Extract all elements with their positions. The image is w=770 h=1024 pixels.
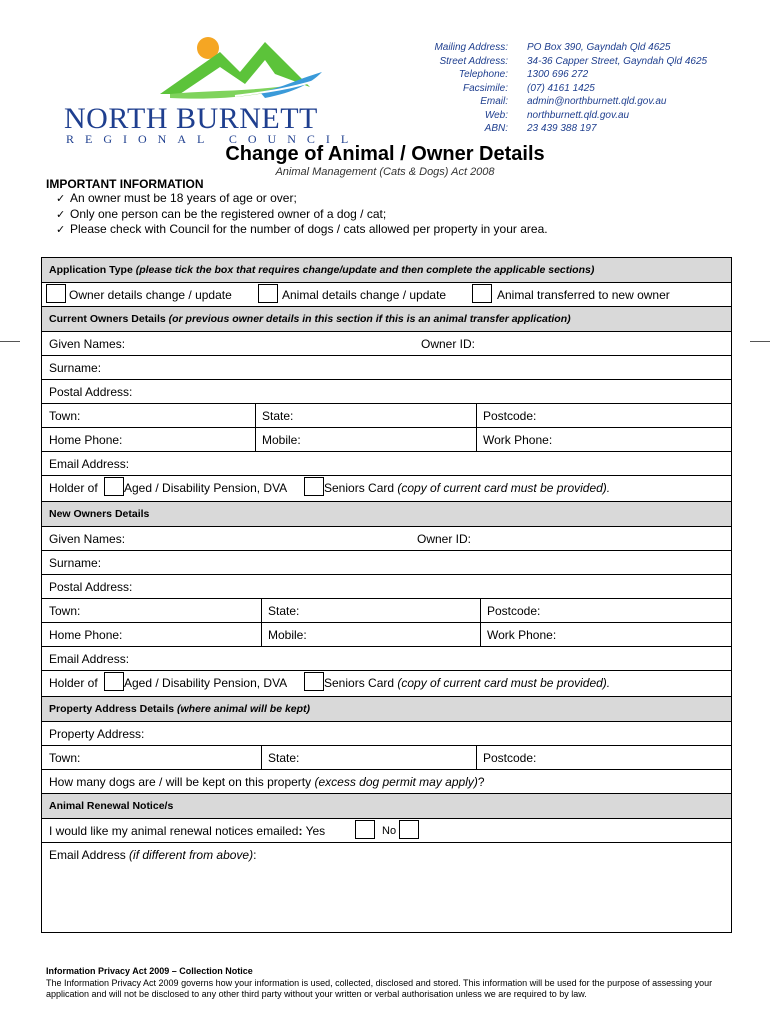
holder-of-label: Holder of [49, 676, 98, 690]
seniors-note: (copy of current card must be provided). [397, 481, 611, 495]
owner-id-label: Owner ID: [417, 532, 472, 546]
mountain-river-emblem [60, 32, 330, 107]
contact-value: 1300 696 272 [527, 69, 589, 80]
new-phone-row [42, 623, 731, 647]
contact-values [527, 41, 707, 136]
current-seniors-checkbox[interactable] [304, 477, 324, 496]
current-concession-row [42, 476, 731, 502]
new-email-field[interactable] [42, 647, 731, 671]
renewal-question: I would like my animal renewal notices emailed [49, 824, 299, 838]
application-type-header [42, 258, 731, 283]
surname-label: Surname: [49, 361, 102, 375]
contact-label: Street Address: [439, 55, 508, 67]
list-item [56, 191, 548, 207]
email-address-label: Email Address [49, 848, 126, 862]
new-concession-row [42, 671, 731, 697]
org-name: NORTH BURNETT [64, 102, 318, 135]
state-label[interactable]: State: [262, 409, 294, 423]
current-given-names-field[interactable] [42, 332, 731, 356]
list-item-text: Only one person can be the registered owner of a dog / cat; [70, 206, 387, 221]
privacy-heading: Information Privacy Act 2009 – Collection Notice [46, 966, 253, 976]
dogs-question: How many dogs are / will be kept on this property [49, 775, 312, 789]
section-heading: Animal Renewal Notice/s [49, 800, 174, 812]
animal-transferred-checkbox[interactable] [472, 284, 492, 303]
renewal-header [42, 794, 731, 819]
current-surname-field[interactable] [42, 356, 731, 380]
animal-details-change-checkbox[interactable] [258, 284, 278, 303]
contact-label: Email: [480, 96, 508, 107]
property-header [42, 697, 731, 722]
owner-id-label: Owner ID: [421, 337, 476, 351]
form-title: Change of Animal / Owner Details [225, 143, 545, 165]
postal-address-label: Postal Address: [49, 580, 133, 594]
fold-mark-right [750, 341, 770, 342]
new-surname-field[interactable] [42, 551, 731, 575]
state-label[interactable]: State: [268, 604, 300, 618]
contact-web-link[interactable]: northburnett.qld.gov.au [527, 109, 630, 121]
home-phone-label[interactable]: Home Phone: [49, 433, 123, 447]
email-label: Email Address: [49, 652, 130, 666]
town-label[interactable]: Town: [49, 409, 81, 423]
new-town-row [42, 599, 731, 623]
section-heading: Property Address Details [49, 703, 175, 715]
town-label[interactable]: Town: [49, 751, 81, 765]
renewal-colon: : [298, 824, 303, 838]
property-town-row [42, 746, 731, 770]
checkmark-icon: ✓ [56, 224, 66, 236]
important-information [46, 177, 548, 238]
org-subtitle: REGIONAL COUNCIL [66, 132, 360, 146]
owner-details-change-checkbox[interactable] [46, 284, 66, 303]
home-phone-label[interactable]: Home Phone: [49, 628, 123, 642]
current-owner-header [42, 307, 731, 332]
postcode-label[interactable]: Postcode: [483, 409, 537, 423]
section-heading: New Owners Details [49, 508, 150, 520]
contact-labels [434, 41, 508, 136]
email-address-note: (if different from above) [129, 848, 254, 862]
given-names-label: Given Names: [49, 337, 126, 351]
new-seniors-checkbox[interactable] [304, 672, 324, 691]
dogs-count-field[interactable] [42, 770, 731, 794]
seniors-label: Seniors Card [324, 481, 395, 495]
current-postal-field[interactable] [42, 380, 731, 404]
email-label: Email Address: [49, 457, 130, 471]
section-heading: Current Owners Details [49, 313, 166, 325]
postcode-label[interactable]: Postcode: [483, 751, 537, 765]
work-phone-label[interactable]: Work Phone: [487, 628, 557, 642]
property-address-label: Property Address: [49, 727, 145, 741]
fold-mark-left [0, 341, 20, 342]
current-pension-checkbox[interactable] [104, 477, 124, 496]
renewal-email-address-field[interactable] [42, 843, 731, 933]
contact-value: (07) 4161 1425 [527, 82, 595, 94]
seniors-label: Seniors Card [324, 676, 395, 690]
contact-email-link[interactable]: admin@northburnett.qld.gov.au [527, 96, 667, 107]
new-postal-field[interactable] [42, 575, 731, 599]
property-address-field[interactable] [42, 722, 731, 746]
contact-label: Facsimile: [462, 82, 508, 94]
section-heading: Application Type [49, 264, 133, 276]
owner-details-change-label: Owner details change / update [69, 288, 232, 302]
yes-label: Yes [305, 824, 326, 838]
important-heading: IMPORTANT INFORMATION [46, 177, 204, 191]
mobile-label[interactable]: Mobile: [268, 628, 307, 642]
pension-label: Aged / Disability Pension, DVA [124, 676, 288, 690]
pension-label: Aged / Disability Pension, DVA [124, 481, 288, 495]
section-heading-note: (or previous owner details in this section if this is an animal transfer application) [168, 313, 571, 325]
list-item-text: An owner must be 18 years of age or over; [70, 191, 297, 205]
dogs-note: (excess dog permit may apply) [314, 775, 478, 789]
council-logo [60, 32, 360, 146]
list-item [56, 207, 548, 223]
checkmark-icon: ✓ [56, 208, 66, 221]
work-phone-label[interactable]: Work Phone: [483, 433, 553, 447]
postcode-label[interactable]: Postcode: [487, 604, 541, 618]
renewal-email-row [42, 819, 731, 843]
new-owner-header [42, 502, 731, 527]
renewal-yes-checkbox[interactable] [355, 820, 375, 839]
dogs-qmark: ? [477, 775, 485, 789]
contact-label: Telephone: [458, 69, 508, 80]
given-names-label: Given Names: [49, 532, 126, 546]
new-given-names-field[interactable] [42, 527, 731, 551]
animal-transferred-label: Animal transferred to new owner [497, 288, 670, 302]
section-heading-note: (please tick the box that requires change/update and then complete the applicable sections) [135, 264, 595, 276]
state-label[interactable]: State: [268, 751, 300, 765]
contact-label: Web: [484, 109, 508, 121]
checkmark-icon: ✓ [56, 193, 66, 205]
contact-label: Mailing Address: [434, 42, 508, 53]
contact-value: 23 439 388 197 [527, 123, 597, 134]
current-phone-row [42, 428, 731, 452]
application-type-row [42, 283, 731, 307]
surname-label: Surname: [49, 556, 102, 570]
email-address-colon: : [253, 848, 257, 862]
holder-of-label: Holder of [49, 481, 98, 495]
renewal-no-checkbox[interactable] [399, 820, 419, 839]
list-item-text: Please check with Council for the number of dogs / cats allowed per property in your area. [70, 222, 548, 236]
privacy-notice [46, 966, 730, 1001]
privacy-text: The Information Privacy Act 2009 governs how your information is used, collected, disclosed and stored. This information will be used for the purpose of assessing your application and will not be disclosed to any other third party without your written or verbal authorisation unless we are required to by law. [46, 977, 713, 999]
animal-details-change-label: Animal details change / update [282, 288, 447, 302]
current-email-field[interactable] [42, 452, 731, 476]
form-subtitle: Animal Management (Cats & Dogs) Act 2008 [275, 166, 495, 178]
postal-address-label: Postal Address: [49, 385, 133, 399]
mobile-label[interactable]: Mobile: [262, 433, 301, 447]
contact-value: 34-36 Capper Street, Gayndah Qld 4625 [527, 55, 708, 67]
seniors-note: (copy of current card must be provided). [397, 676, 611, 690]
town-label[interactable]: Town: [49, 604, 81, 618]
contact-label: ABN: [484, 123, 508, 134]
no-label: No [382, 825, 397, 837]
contact-value: PO Box 390, Gayndah Qld 4625 [527, 42, 671, 53]
section-heading-note: (where animal will be kept) [177, 703, 311, 715]
application-form [41, 257, 732, 933]
current-town-row [42, 404, 731, 428]
new-pension-checkbox[interactable] [104, 672, 124, 691]
list-item [56, 222, 548, 238]
